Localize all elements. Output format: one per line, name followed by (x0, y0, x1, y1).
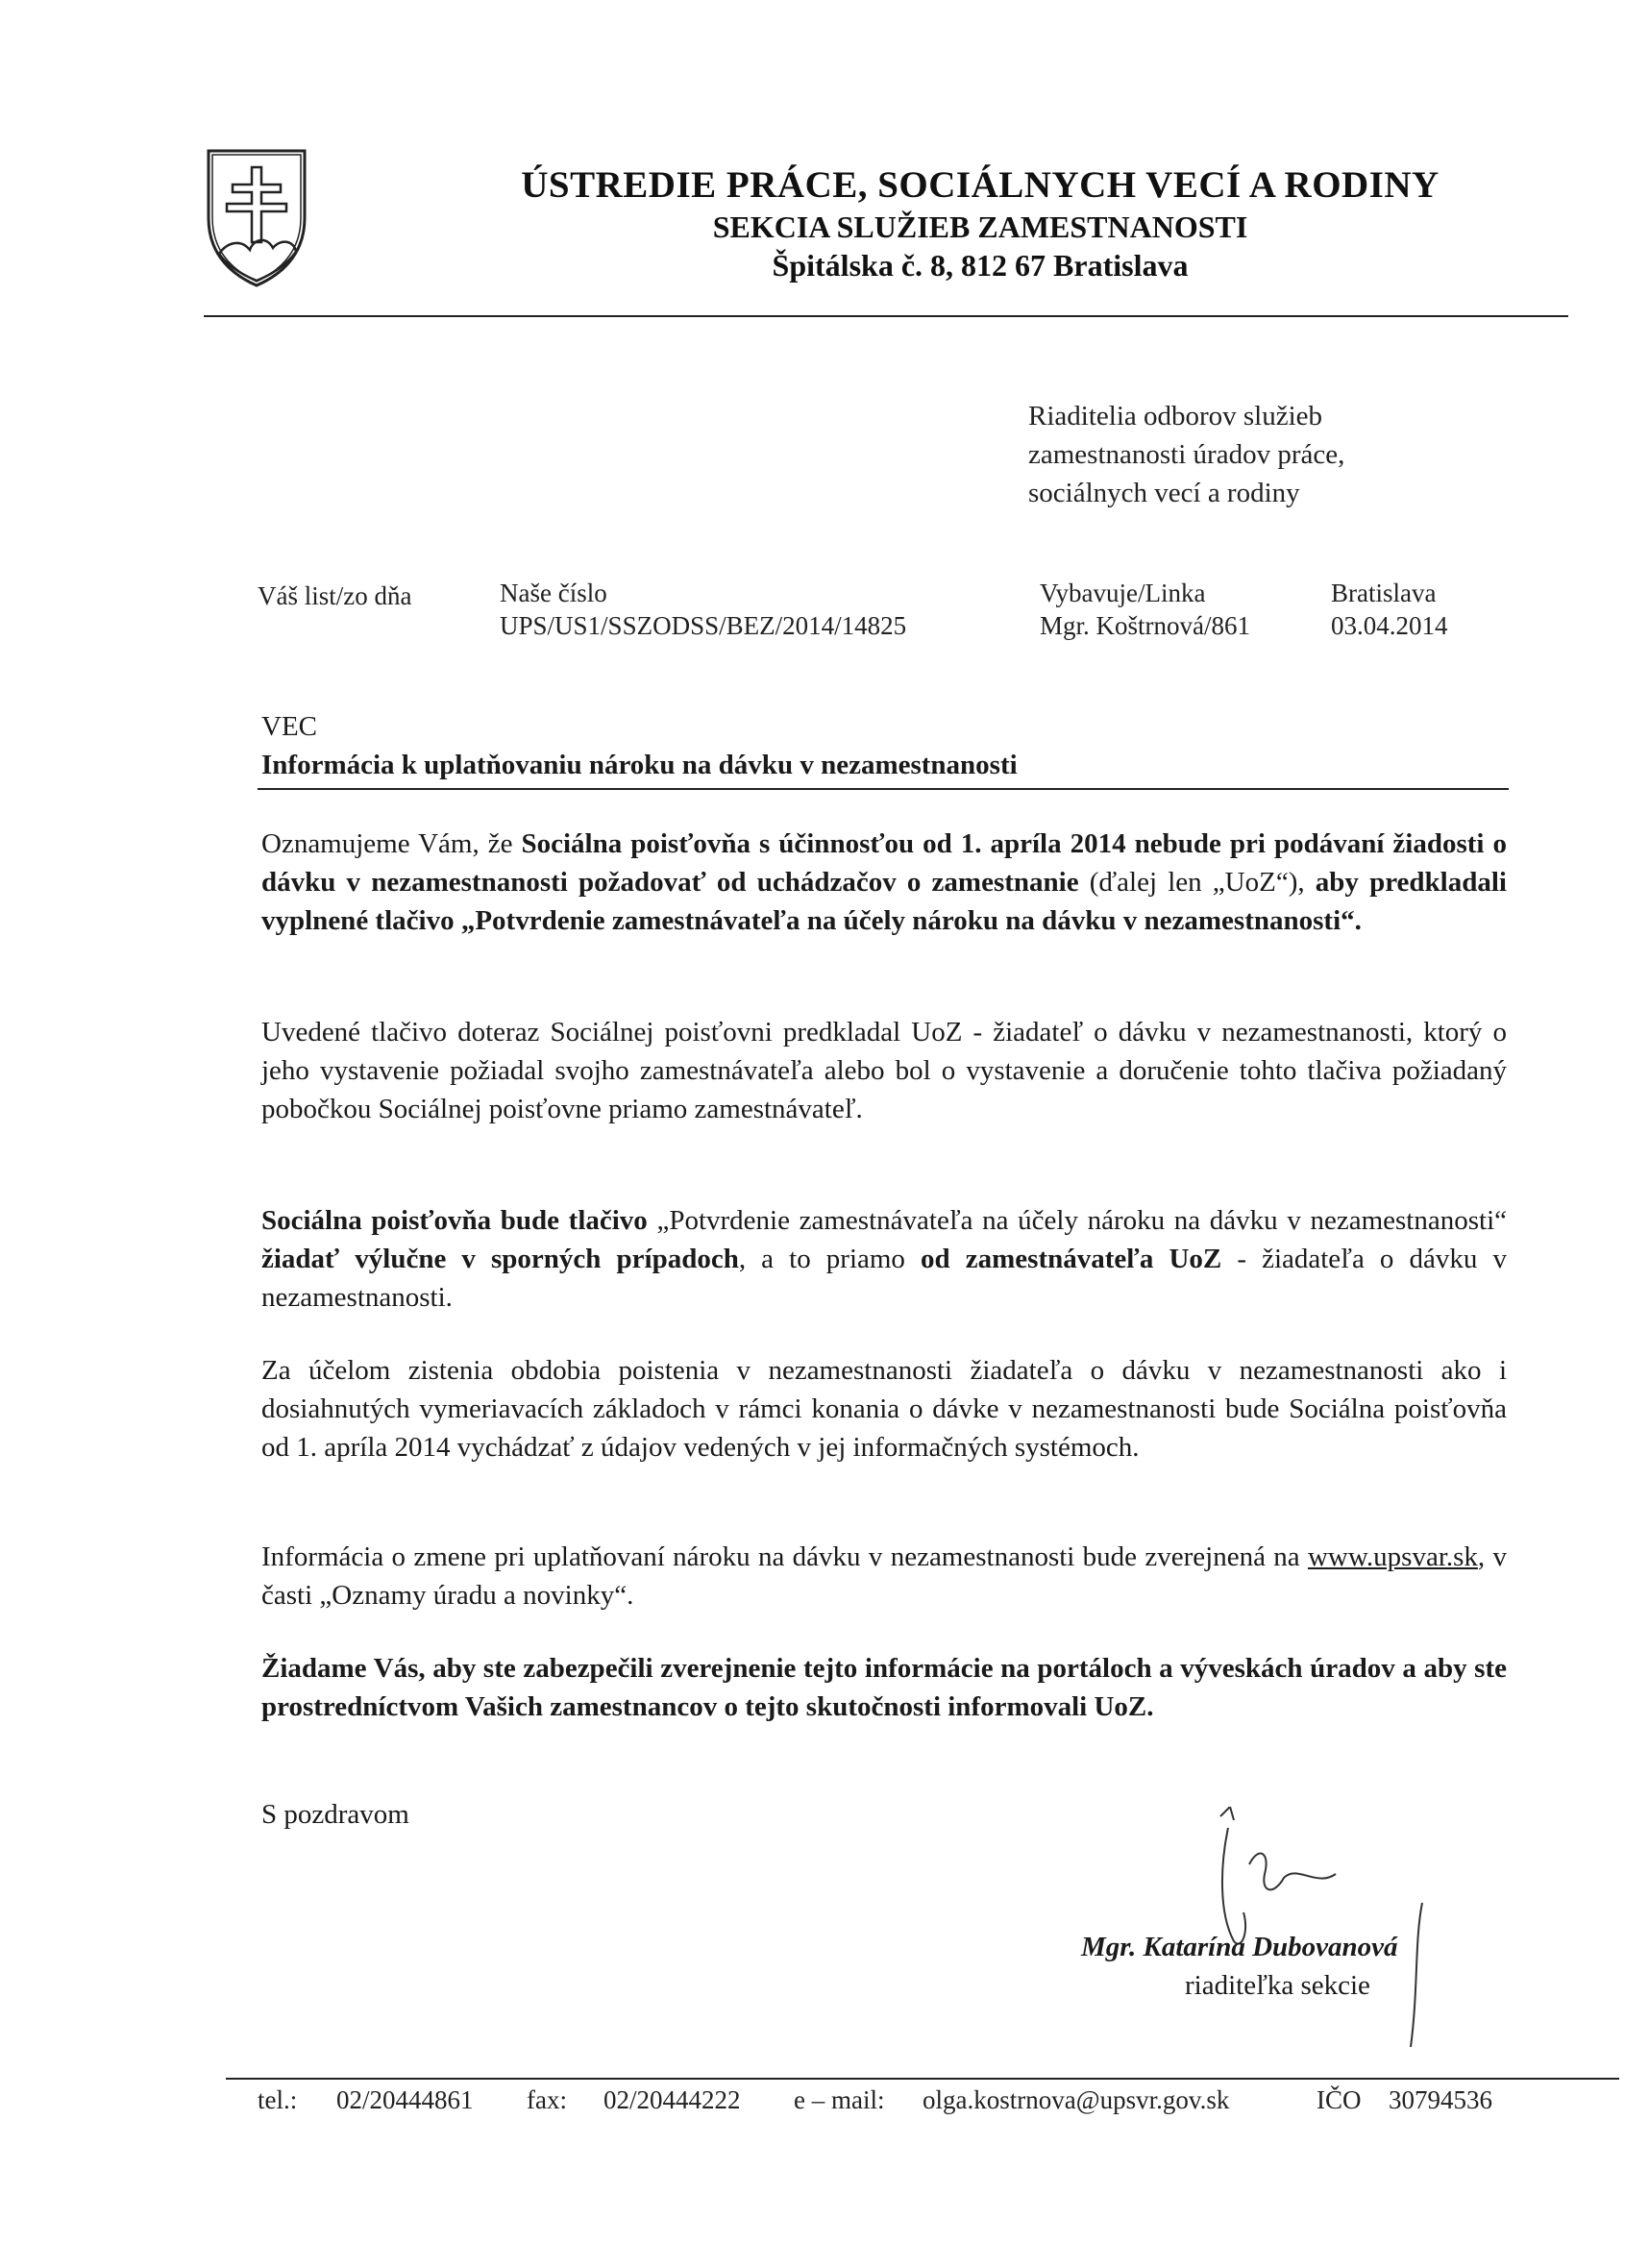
text-run-bold: žiadať výlučne v sporných prípadoch (261, 1244, 739, 1274)
text-run: Informácia o zmene pri uplatňovaní nároku na dávku v nezamestnanosti bude zverejnená na (261, 1541, 1308, 1572)
recipient-line: sociálnych vecí a rodiny (1028, 478, 1300, 508)
subject-label: VEC (261, 711, 317, 742)
place-label: Bratislava (1331, 579, 1437, 607)
handled-by-label: Vybavuje/Linka (1040, 579, 1206, 607)
paragraph-1 (261, 825, 1507, 940)
institution-name: ÚSTREDIE PRÁCE, SOCIÁLNYCH VECÍ A RODINY (521, 164, 1440, 206)
handled-by-value: Mgr. Koštrnová/861 (1040, 611, 1250, 640)
subject-divider (258, 788, 1509, 790)
your-letter-label: Váš list/zo dňa (258, 581, 412, 610)
footer-ico-value: 30794536 (1389, 2085, 1492, 2114)
our-number-label: Naše číslo (500, 579, 607, 607)
closing: S pozdravom (261, 1799, 409, 1830)
letter-date: 03.04.2014 (1331, 611, 1448, 640)
text-run-bold: Sociálna poisťovňa s účinnosťou od 1. apríla 2014 nebude pri podávaní žiadosti o dávku v nezamestnanosti požadovať od uchádzačov o zamestnanie (261, 828, 1507, 898)
text-run-bold: aby predkladali vyplnené tlačivo „Potvrdenie zamestnávateľa na účely nároku na dávku v nezamestnanosti“. (261, 867, 1507, 936)
our-number-value: UPS/US1/SSZODSS/BEZ/2014/14825 (500, 611, 907, 640)
recipient-block (1028, 397, 1344, 512)
footer-fax-label: fax: (527, 2085, 567, 2114)
institution-address: Špitálska č. 8, 812 67 Bratislava (772, 248, 1189, 283)
place-date (1331, 577, 1448, 642)
footer-fax-value: 02/20444222 (603, 2085, 741, 2114)
text-run-bold: Sociálna poisťovňa bude tlačivo (261, 1205, 648, 1236)
text-run: , v časti „Oznamy úradu a novinky“. (261, 1541, 1507, 1611)
footer-email-value[interactable]: olga.kostrnova@upsvr.gov.sk (923, 2085, 1230, 2114)
text-run: - žiadateľa o dávku v nezamestnanosti. (261, 1244, 1507, 1313)
text-run: (ďalej len „UoZ“), (1078, 867, 1316, 898)
section-name: SEKCIA SLUŽIEB ZAMESTNANOSTI (712, 210, 1248, 244)
website-link[interactable]: www.upsvar.sk (1307, 1541, 1478, 1572)
signatory-name: Mgr. Katarína Dubovanová (1081, 1932, 1398, 1962)
handled-by (1040, 577, 1250, 642)
footer-email-label: e – mail: (794, 2085, 885, 2114)
paragraph-2: Uvedené tlačivo doteraz Sociálnej poisťovni predkladal UoZ - žiadateľ o dávku v nezamestnanosti, ktorý o jeho vystavenie požiadal svojho zamestnávateľa alebo bol o vystavenie a doručenie tohto tlačiva požiadaný pobočkou Sociálnej poisťovne priamo zamestnávateľ. (261, 1017, 1507, 1124)
header-divider (204, 315, 1568, 317)
footer-divider (226, 2078, 1619, 2080)
text-run: , a to priamo (738, 1244, 922, 1274)
recipient-line: zamestnanosti úradov práce, (1028, 439, 1345, 470)
recipient-line: Riaditelia odborov služieb (1028, 401, 1323, 431)
paragraph-3 (261, 1201, 1507, 1317)
footer-tel-value: 02/20444861 (336, 2085, 474, 2114)
signatory-title: riaditeľka sekcie (1185, 1970, 1370, 2001)
footer-ico-label: IČO (1317, 2085, 1362, 2114)
paragraph-6 (261, 1649, 1507, 1726)
request-text: Žiadame Vás, aby ste zabezpečili zverejnenie tejto informácie na portáloch a výveskách úradov a aby ste prostredníctvom Vašich zamestnancov o tejto skutočnosti informovali UoZ. (261, 1653, 1507, 1722)
text-run-bold: od zamestnávateľa UoZ (921, 1244, 1222, 1274)
coat-of-arms-icon (204, 146, 309, 290)
text-run: Oznamujeme Vám, že (261, 828, 522, 859)
text-run: „Potvrdenie zamestnávateľa na účely nároku na dávku v nezamestnanosti“ (647, 1205, 1507, 1236)
footer-tel-label: tel.: (258, 2085, 298, 2114)
our-number (500, 577, 906, 642)
subject-text: Informácia k uplatňovaniu nároku na dávku v nezamestnanosti (261, 750, 1018, 780)
paragraph-5 (261, 1538, 1507, 1615)
paragraph-4: Za účelom zistenia obdobia poistenia v nezamestnanosti žiadateľa o dávku v nezamestnanosti ako i dosiahnutých vymeriavacích základoch v rámci konania o dávke v nezamestnanosti bude Sociálna poisťovňa od 1. apríla 2014 vychádzať z údajov vedených v jej informačných systémoch. (261, 1355, 1507, 1463)
